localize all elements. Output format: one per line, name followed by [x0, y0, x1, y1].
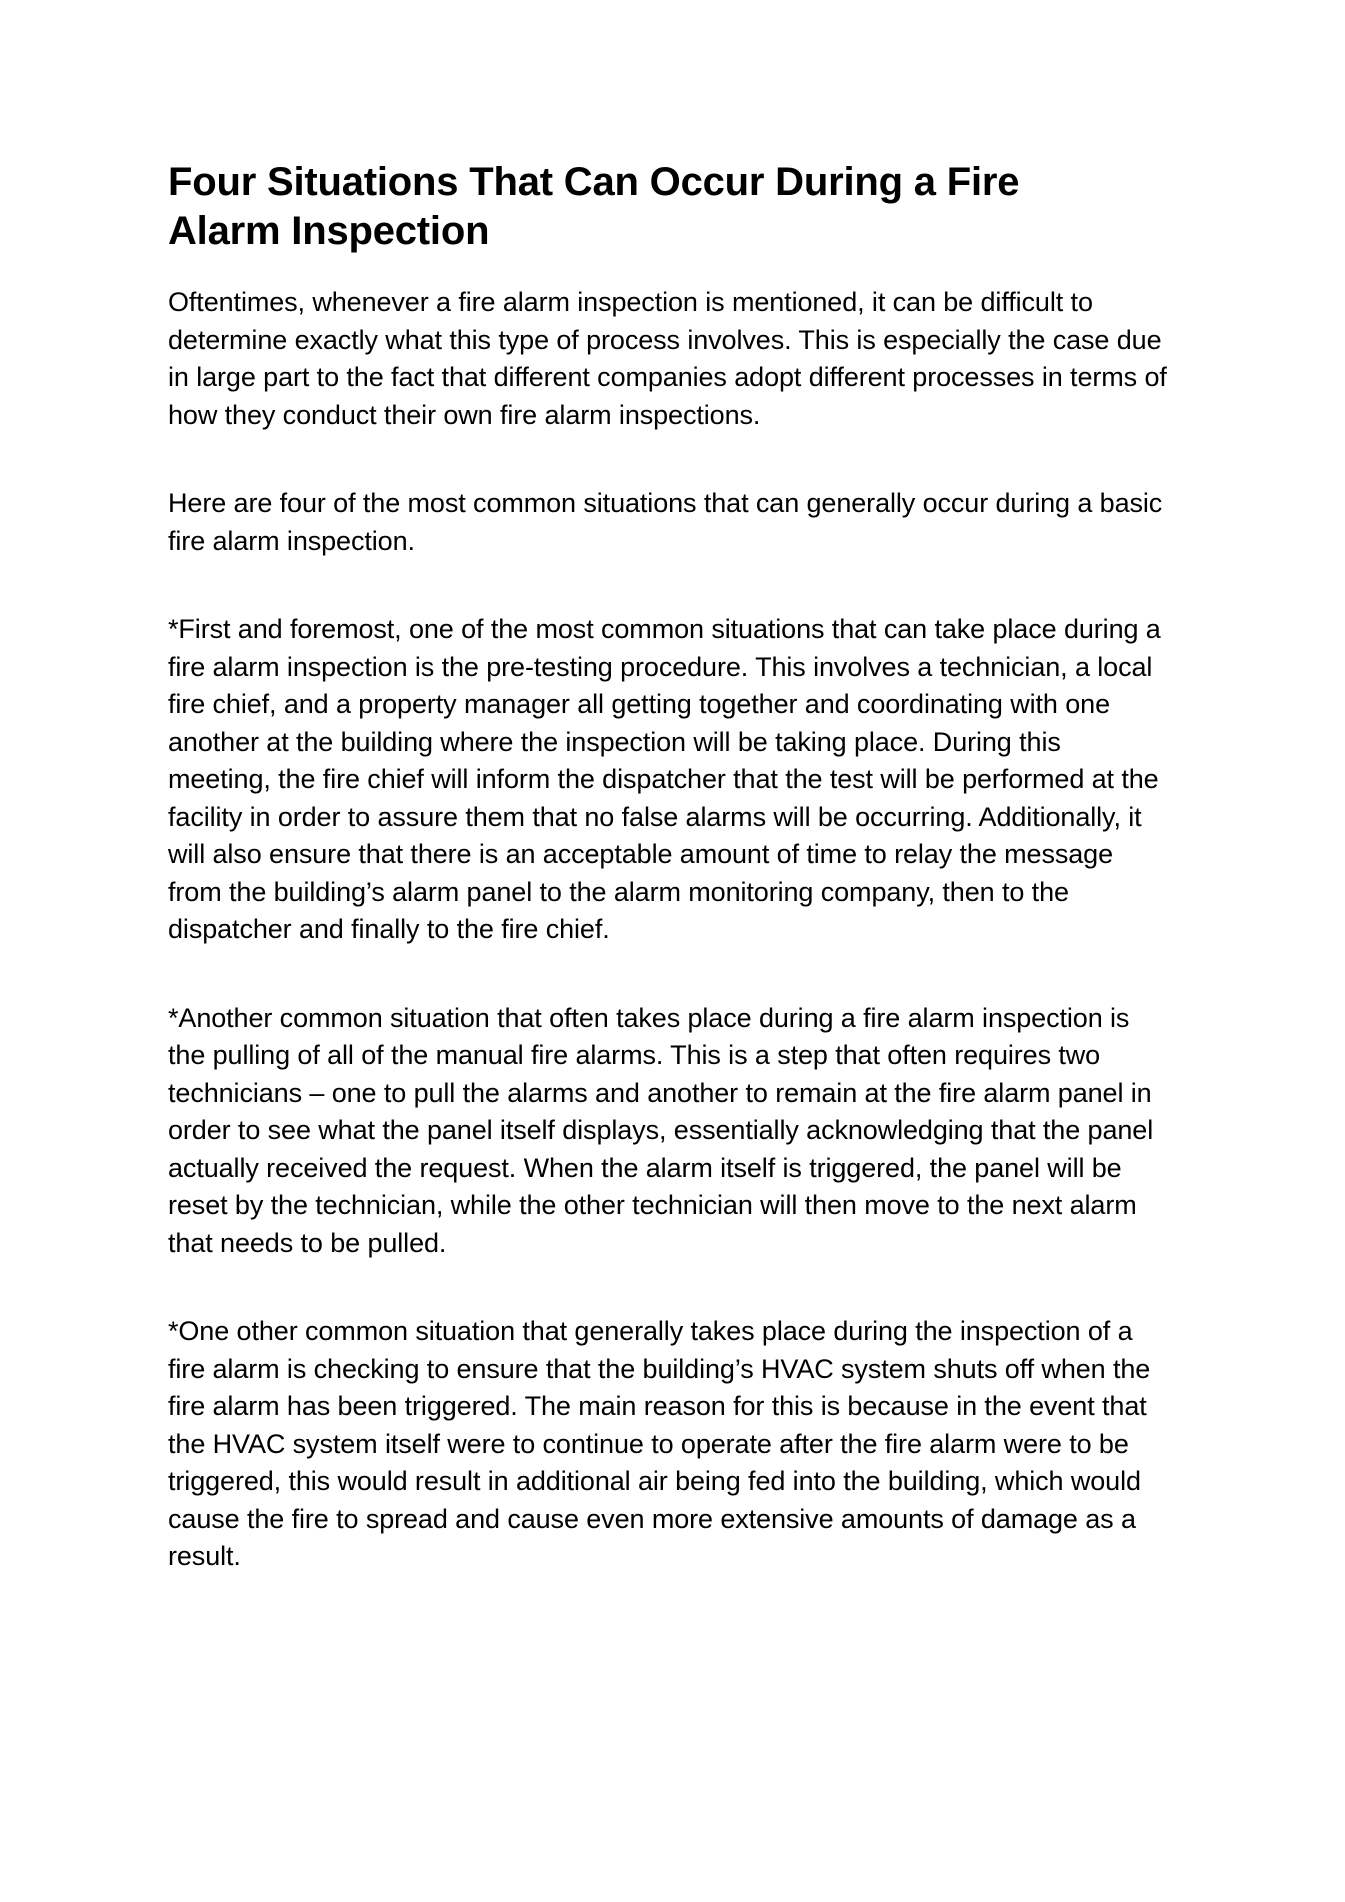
- paragraph-intro: Oftentimes, whenever a fire alarm inspection is mentioned, it can be difficult to determine exactly what this type of process involves. This is especially the case due in large part to the fact that different companies adopt different processes in terms of how they conduct their own fire alarm inspections.: [168, 287, 1167, 430]
- document-title: Four Situations That Can Occur During a Fire Alarm Inspection: [168, 160, 1020, 253]
- paragraph-situation-pre-testing: *First and foremost, one of the most common situations that can take place during a fire alarm inspection is the pre-testing procedure. This involves a technician, a local fire chief, and a property manager all getting together and coordinating with one another at the building where the inspection will be taking place. During this meeting, the fire chief will inform the dispatcher that the test will be performed at the facility in order to assure them that no false alarms will be occurring. Additionally, it will also ensure that there is an acceptable amount of time to relay the message from the building’s alarm panel to the alarm monitoring company, then to the dispatcher and finally to the fire chief.: [168, 614, 1161, 944]
- paragraph-situation-manual-alarms: *Another common situation that often takes place during a fire alarm inspection is the pulling of all of the manual fire alarms. This is a step that often requires two technicians – one to pull the alarms and another to remain at the fire alarm panel in order to see what the panel itself displays, essentially acknowledging that the panel actually received the request. When the alarm itself is triggered, the panel will be reset by the technician, while the other technician will then move to the next alarm that needs to be pulled.: [168, 1002, 1154, 1258]
- paragraph-situation-hvac: *One other common situation that generally takes place during the inspection of a fire alarm is checking to ensure that the building’s HVAC system shuts off when the fire alarm has been triggered. The main reason for this is because in the event that the HVAC system itself were to continue to operate after the fire alarm were to be triggered, this would result in additional air being fed into the building, which would cause the fire to spread and cause even more extensive amounts of damage as a result.: [168, 1316, 1151, 1571]
- paragraph-lead-in: Here are four of the most common situations that can generally occur during a basic fire alarm inspection.: [168, 488, 1163, 556]
